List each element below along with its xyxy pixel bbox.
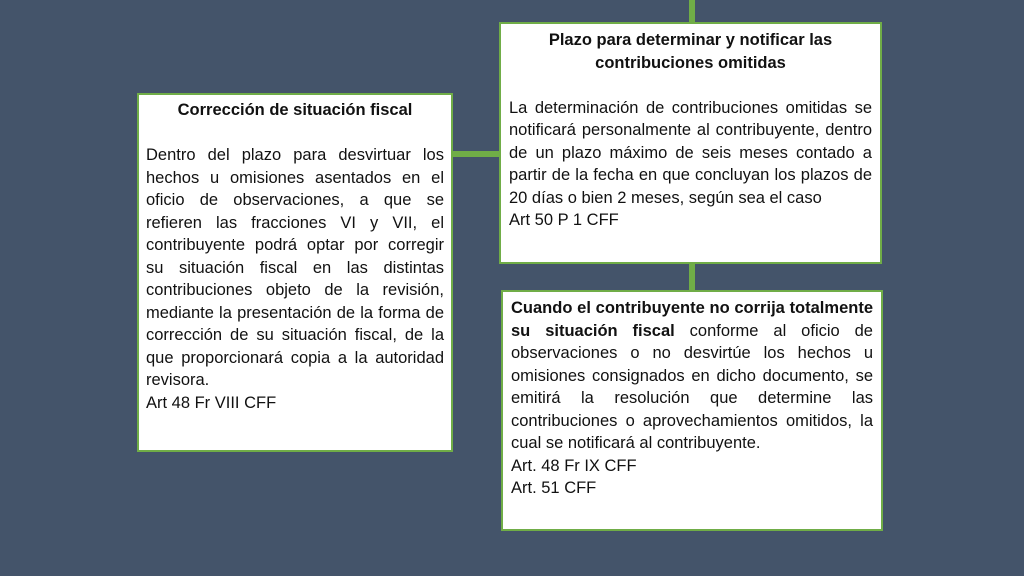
- resolution-box-text: [511, 297, 873, 455]
- deadline-box-body: La determinación de contribuciones omitidas se notificará personalmente al contribuyente, dentro de un plazo máximo de seis meses contado a partir de la fecha en que concluyan los plazos de 20 días o bien 2 meses, según sea el caso: [509, 98, 872, 207]
- correction-box-reference: Art 48 Fr VIII CFF: [146, 393, 277, 412]
- correction-box-body: Dentro del plazo para desvirtuar los hechos u omisiones asentados en el oficio de observaciones, a que se refieren las fracciones VI y VII, el contribuyente podrá optar por corregir su situación fiscal en las distintas contribuciones objeto de la revisión, mediante la presentación de la forma de corrección de su situación fiscal, de la que proporcionará copia a la autoridad revisora.: [146, 146, 444, 389]
- connector-top-stub: [689, 0, 695, 24]
- resolution-box-body: conforme al oficio de observaciones o no desvirtúe los hechos u omisiones consignados en dicho documento, se emitirá la resolución que determine las contribuciones o aprovechamientos omitidos, la cual se notificará al contribuyente.: [511, 321, 873, 452]
- correction-box-title: Corrección de situación fiscal: [177, 101, 413, 119]
- deadline-box-title: Plazo para determinar y notificar las contribuciones omitidas: [548, 31, 833, 72]
- resolution-box-reference-1: Art. 48 Fr IX CFF: [511, 456, 637, 475]
- correction-box: [137, 93, 453, 452]
- deadline-box: [499, 22, 882, 264]
- deadline-box-reference: Art 50 P 1 CFF: [509, 211, 619, 229]
- resolution-box: [501, 290, 883, 531]
- resolution-box-reference-2: Art. 51 CFF: [511, 479, 597, 497]
- resolution-box-bold-lead: Cuando el contribuyente no corrija totalmente su situación fiscal: [511, 299, 873, 340]
- connector-left-to-top: [451, 151, 501, 157]
- connector-top-to-bottom: [689, 262, 695, 292]
